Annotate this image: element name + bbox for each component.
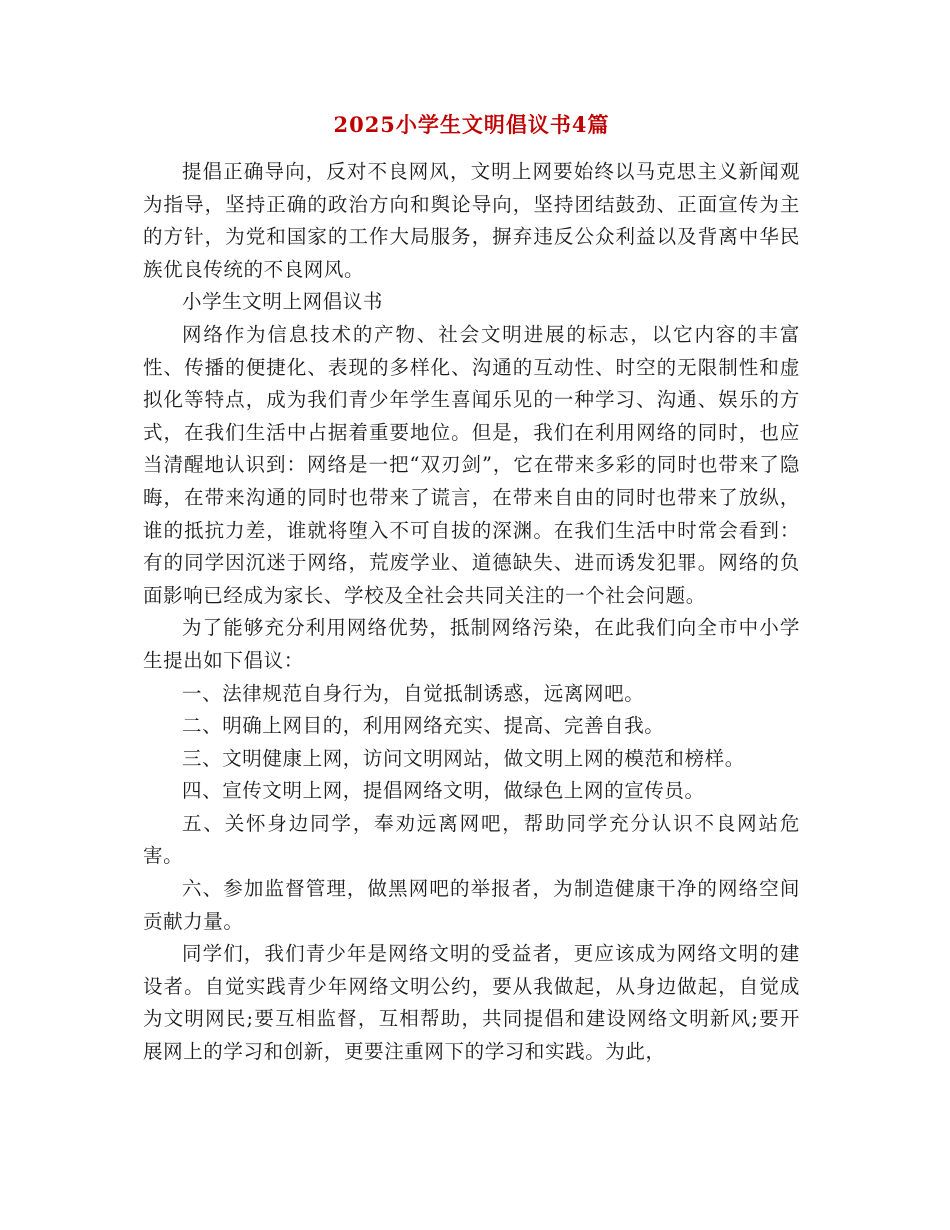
proposal-item-1: 一、法律规范自身行为，自觉抵制诱惑，远离网吧。 bbox=[182, 681, 645, 705]
document-title: 2025小学生文明倡议书4篇 bbox=[333, 112, 610, 137]
paragraph-network-impact: 网络作为信息技术的产物、社会文明进展的标志，以它内容的丰富性、传播的便捷化、表现的多样化、沟通的互动性、时空的无限制性和虚拟化等特点，成为我们青少年学生喜闻乐见的一种学习、沟通、娱乐的方式，在我们生活中占据着重要地位。但是，我们在利用网络的同时，也应当清醒地认识到：网络是一把“双刃剑”，它在带来多彩的同时也带来了隐晦，在带来沟通的同时也带来了谎言，在带来自由的同时也带来了放纵，谁的抵抗力差，谁就将堕入不可自拔的深渊。在我们生活中时常会看到：有的同学因沉迷于网络，荒废学业、道德缺失、进而诱发犯罪。网络的负面影响已经成为家长、学校及全社会共同关注的一个社会问题。 bbox=[143, 322, 800, 607]
proposal-item-5: 五、关怀身边同学，奉劝远离网吧，帮助同学充分认识不良网站危害。 bbox=[143, 811, 800, 868]
paragraph-closing: 同学们，我们青少年是网络文明的受益者，更应该成为网络文明的建设者。自觉实践青少年网络文明公约，要从我做起，从身边做起，自觉成为文明网民;要互相监督，互相帮助，共同提倡和建设网络文明新风;要开展网上的学习和创新，更要注重网下的学习和实践。为此， bbox=[143, 942, 800, 1064]
paragraph-subheading: 小学生文明上网倡议书 bbox=[182, 290, 384, 314]
proposal-item-2: 二、明确上网目的，利用网络充实、提高、完善自我。 bbox=[182, 714, 665, 738]
paragraph-proposal-intro: 为了能够充分利用网络优势，抵制网络污染，在此我们向全市中小学生提出如下倡议： bbox=[143, 616, 800, 672]
proposal-item-6: 六、参加监督管理，做黑网吧的举报者，为制造健康干净的网络空间贡献力量。 bbox=[143, 877, 800, 933]
proposal-item-4: 四、宣传文明上网，提倡网络文明，做绿色上网的宣传员。 bbox=[182, 779, 705, 803]
paragraph-intro: 提倡正确导向，反对不良网风，文明上网要始终以马克思主义新闻观为指导，坚持正确的政治方向和舆论导向，坚持团结鼓劲、正面宣传为主的方针，为党和国家的工作大局服务，摒弃违反公众利益以及背离中华民族优良传统的不良网风。 bbox=[143, 160, 800, 281]
proposal-item-3: 三、文明健康上网，访问文明网站，做文明上网的模范和榜样。 bbox=[182, 746, 745, 770]
